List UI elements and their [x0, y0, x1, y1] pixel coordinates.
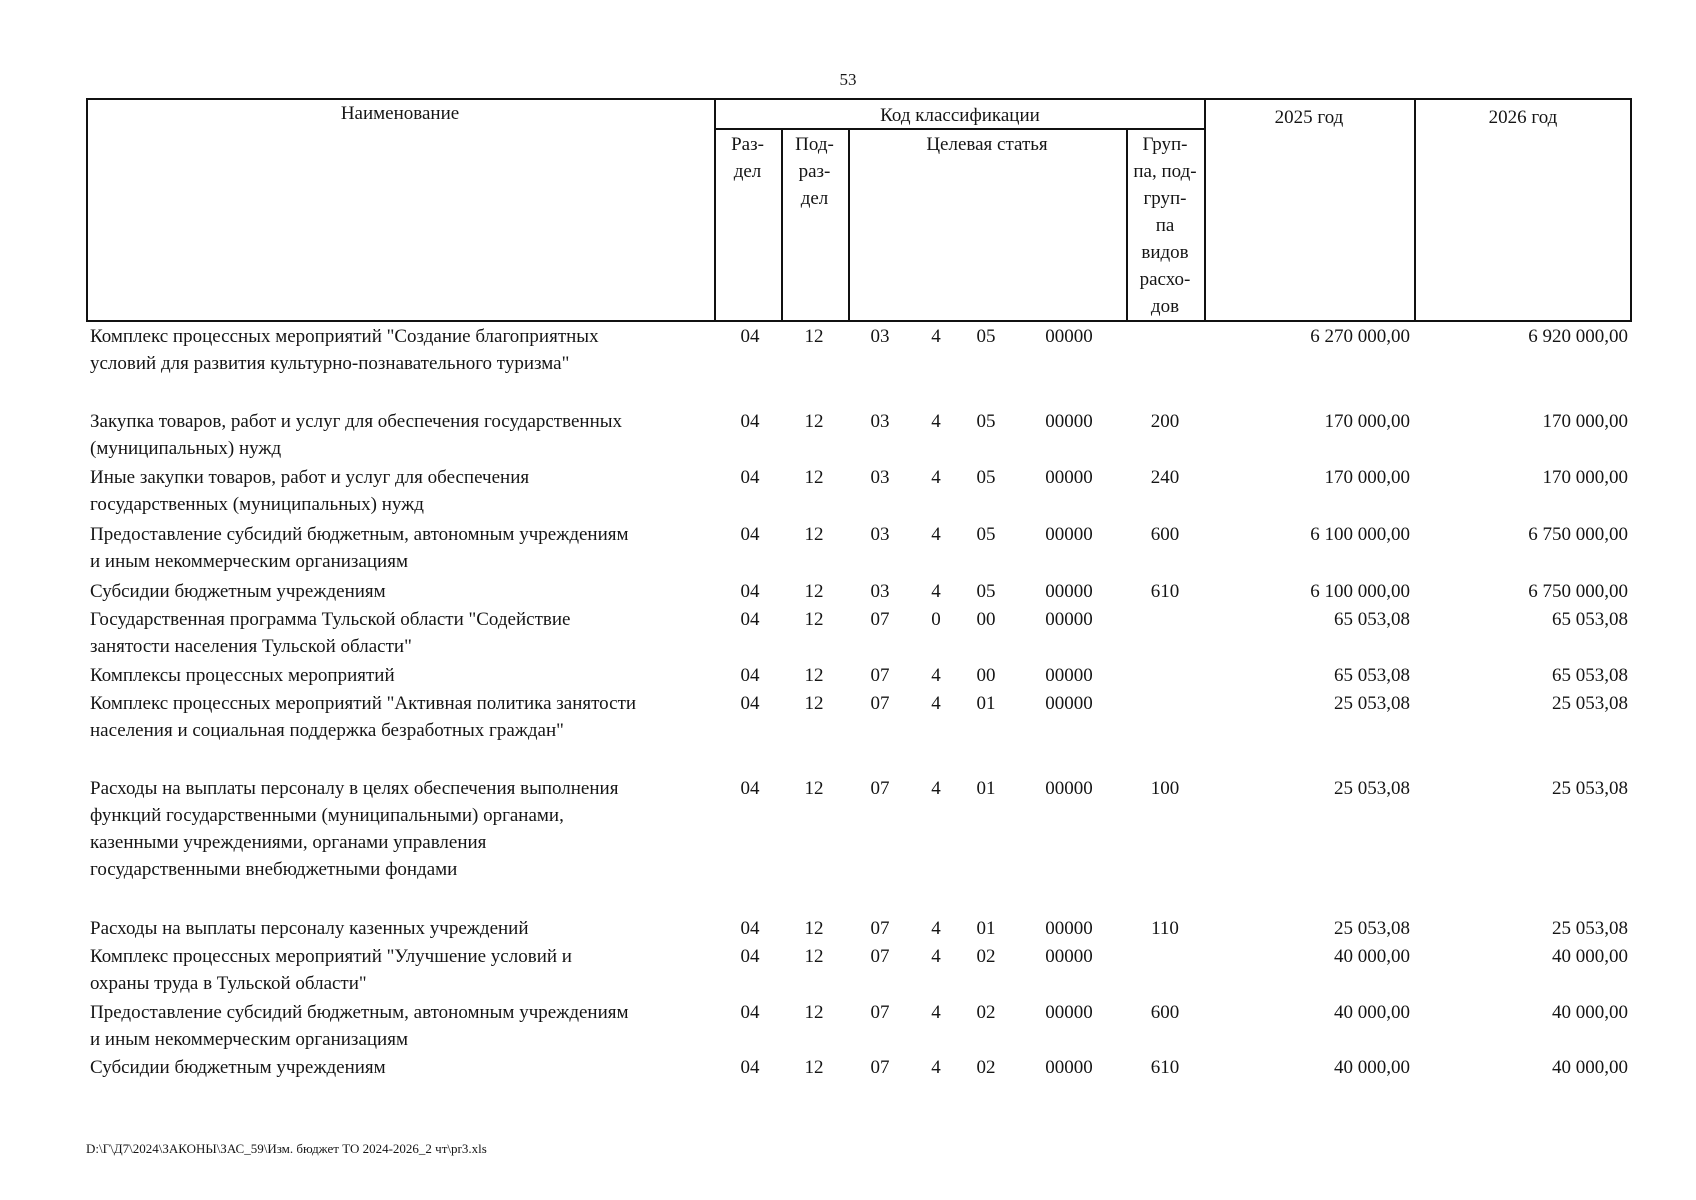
cell-razdel: 04 — [740, 946, 760, 967]
cell-razdel: 04 — [740, 778, 760, 799]
cell-target-1: 07 — [870, 918, 890, 939]
cell-target-1: 07 — [870, 778, 890, 799]
cell-group: 200 — [1150, 411, 1180, 432]
cell-group: 110 — [1151, 918, 1179, 939]
cell-razdel: 04 — [740, 609, 760, 630]
cell-target-3: 05 — [976, 326, 996, 347]
cell-group: 610 — [1150, 581, 1180, 602]
cell-target-3: 05 — [976, 524, 996, 545]
cell-group: 240 — [1150, 467, 1180, 488]
cell-target-2: 4 — [931, 1002, 941, 1023]
header-section: Раз- дел — [731, 134, 764, 182]
row-name: Комплекс процессных мероприятий "Активная политика занятости населения и социальная поддержка безработных граждан" — [90, 693, 637, 741]
cell-2026: 170 000,00 — [1542, 411, 1628, 432]
cell-target-2: 4 — [931, 946, 941, 967]
cell-target-1: 07 — [870, 665, 890, 686]
cell-2025: 6 100 000,00 — [1310, 581, 1410, 602]
cell-2026: 170 000,00 — [1542, 467, 1628, 488]
cell-2025: 65 053,08 — [1334, 609, 1410, 630]
cell-group: 100 — [1150, 778, 1180, 799]
cell-target-4: 00000 — [1045, 946, 1093, 967]
cell-target-1: 03 — [870, 326, 890, 347]
cell-target-1: 03 — [870, 524, 890, 545]
row-name: Субсидии бюджетным учреждениям — [90, 1057, 386, 1078]
row-name: Предоставление субсидий бюджетным, автономным учреждениям и иным некоммерческим организациям — [90, 1002, 629, 1050]
file-path-footer: D:\Г\Д7\2024\ЗАКОНЫ\ЗАС_59\Изм. бюджет ТО 2024-2026_2 чт\pr3.xls — [86, 1141, 487, 1156]
cell-podrazdel: 12 — [804, 326, 824, 347]
cell-target-2: 0 — [931, 609, 941, 630]
cell-target-3: 02 — [976, 1002, 996, 1023]
cell-podrazdel: 12 — [804, 581, 824, 602]
cell-razdel: 04 — [740, 918, 760, 939]
cell-target-1: 07 — [870, 1057, 890, 1078]
header-subsection: Под- раз- дел — [795, 134, 834, 209]
cell-target-3: 02 — [976, 946, 996, 967]
cell-2026: 40 000,00 — [1552, 1057, 1628, 1078]
cell-podrazdel: 12 — [804, 778, 824, 799]
cell-2025: 6 100 000,00 — [1310, 524, 1410, 545]
cell-podrazdel: 12 — [804, 411, 824, 432]
cell-2025: 40 000,00 — [1334, 1002, 1410, 1023]
cell-razdel: 04 — [740, 411, 760, 432]
header-expense-group: Груп- па, под- груп- па видов расхо- дов — [1133, 134, 1197, 317]
cell-target-2: 4 — [931, 1057, 941, 1078]
row-name: Комплекс процессных мероприятий "Улучшение условий и охраны труда в Тульской области" — [90, 946, 572, 994]
cell-2025: 170 000,00 — [1324, 411, 1410, 432]
cell-target-1: 03 — [870, 581, 890, 602]
cell-target-2: 4 — [931, 326, 941, 347]
cell-2026: 65 053,08 — [1552, 665, 1628, 686]
cell-target-1: 07 — [870, 693, 890, 714]
cell-target-4: 00000 — [1045, 665, 1093, 686]
cell-podrazdel: 12 — [804, 467, 824, 488]
row-name: Иные закупки товаров, работ и услуг для обеспечения государственных (муниципальных) нужд — [90, 467, 530, 515]
cell-target-4: 00000 — [1045, 778, 1093, 799]
cell-target-4: 00000 — [1045, 524, 1093, 545]
cell-target-3: 01 — [976, 693, 996, 714]
cell-2025: 6 270 000,00 — [1310, 326, 1410, 347]
cell-2026: 6 920 000,00 — [1528, 326, 1628, 347]
header-target-article: Целевая статья — [926, 134, 1048, 155]
cell-2025: 40 000,00 — [1334, 1057, 1410, 1078]
row-name: Комплекс процессных мероприятий "Создание благоприятных условий для развития культурно-познавательного туризма" — [90, 326, 599, 374]
cell-target-1: 07 — [870, 946, 890, 967]
header-year-2026: 2026 год — [1488, 107, 1558, 128]
cell-target-2: 4 — [931, 918, 941, 939]
cell-2026: 6 750 000,00 — [1528, 524, 1628, 545]
cell-2026: 65 053,08 — [1552, 609, 1628, 630]
cell-razdel: 04 — [740, 467, 760, 488]
cell-target-3: 05 — [976, 581, 996, 602]
row-name: Расходы на выплаты персоналу казенных учреждений — [90, 918, 529, 939]
cell-podrazdel: 12 — [804, 1057, 824, 1078]
cell-2026: 25 053,08 — [1552, 918, 1628, 939]
cell-group: 600 — [1150, 524, 1180, 545]
cell-2025: 65 053,08 — [1334, 665, 1410, 686]
row-name: Государственная программа Тульской области "Содействие занятости населения Тульской области" — [90, 609, 571, 657]
cell-target-3: 02 — [976, 1057, 996, 1078]
cell-target-1: 03 — [870, 467, 890, 488]
cell-target-2: 4 — [931, 581, 941, 602]
cell-target-4: 00000 — [1045, 918, 1093, 939]
cell-target-4: 00000 — [1045, 693, 1093, 714]
cell-2026: 40 000,00 — [1552, 946, 1628, 967]
cell-target-3: 05 — [976, 411, 996, 432]
cell-target-1: 07 — [870, 609, 890, 630]
cell-target-2: 4 — [931, 693, 941, 714]
cell-target-1: 03 — [870, 411, 890, 432]
cell-podrazdel: 12 — [804, 524, 824, 545]
cell-target-3: 01 — [976, 778, 996, 799]
cell-podrazdel: 12 — [804, 946, 824, 967]
cell-target-2: 4 — [931, 778, 941, 799]
cell-razdel: 04 — [740, 665, 760, 686]
cell-razdel: 04 — [740, 693, 760, 714]
cell-2025: 25 053,08 — [1334, 918, 1410, 939]
row-name: Комплексы процессных мероприятий — [90, 665, 395, 686]
cell-razdel: 04 — [740, 1002, 760, 1023]
cell-target-3: 05 — [976, 467, 996, 488]
cell-target-4: 00000 — [1045, 411, 1093, 432]
cell-target-4: 00000 — [1045, 467, 1093, 488]
cell-2025: 40 000,00 — [1334, 946, 1410, 967]
cell-2026: 40 000,00 — [1552, 1002, 1628, 1023]
cell-target-2: 4 — [931, 467, 941, 488]
cell-razdel: 04 — [740, 581, 760, 602]
cell-podrazdel: 12 — [804, 918, 824, 939]
cell-group: 610 — [1150, 1057, 1180, 1078]
cell-2025: 25 053,08 — [1334, 778, 1410, 799]
cell-2025: 25 053,08 — [1334, 693, 1410, 714]
cell-target-3: 01 — [976, 918, 996, 939]
cell-target-4: 00000 — [1045, 1002, 1093, 1023]
cell-podrazdel: 12 — [804, 665, 824, 686]
cell-target-3: 00 — [976, 609, 996, 630]
row-name: Закупка товаров, работ и услуг для обеспечения государственных (муниципальных) нужд — [90, 411, 623, 459]
cell-target-4: 00000 — [1045, 609, 1093, 630]
cell-razdel: 04 — [740, 1057, 760, 1078]
cell-target-2: 4 — [931, 665, 941, 686]
cell-group: 600 — [1150, 1002, 1180, 1023]
cell-razdel: 04 — [740, 524, 760, 545]
header-divider — [1414, 98, 1416, 322]
cell-razdel: 04 — [740, 326, 760, 347]
header-classification-code: Код классификации — [880, 105, 1040, 126]
cell-2026: 6 750 000,00 — [1528, 581, 1628, 602]
page-number: 53 — [839, 70, 857, 89]
cell-target-2: 4 — [931, 411, 941, 432]
cell-podrazdel: 12 — [804, 693, 824, 714]
header-year-2025: 2025 год — [1274, 107, 1344, 128]
cell-target-4: 00000 — [1045, 1057, 1093, 1078]
row-name: Расходы на выплаты персоналу в целях обеспечения выполнения функций государственными (муниципальными) органами, казенными учреждениями, органами управления государственными внебюджетными фондами — [90, 778, 619, 880]
cell-target-4: 00000 — [1045, 581, 1093, 602]
cell-target-2: 4 — [931, 524, 941, 545]
cell-target-4: 00000 — [1045, 326, 1093, 347]
cell-2025: 170 000,00 — [1324, 467, 1410, 488]
cell-target-1: 07 — [870, 1002, 890, 1023]
header-divider — [1204, 98, 1206, 322]
cell-podrazdel: 12 — [804, 1002, 824, 1023]
header-name: Наименование — [340, 103, 460, 124]
cell-2026: 25 053,08 — [1552, 778, 1628, 799]
cell-2026: 25 053,08 — [1552, 693, 1628, 714]
cell-target-3: 00 — [976, 665, 996, 686]
row-name: Предоставление субсидий бюджетным, автономным учреждениям и иным некоммерческим организациям — [90, 524, 629, 572]
cell-podrazdel: 12 — [804, 609, 824, 630]
row-name: Субсидии бюджетным учреждениям — [90, 581, 386, 602]
